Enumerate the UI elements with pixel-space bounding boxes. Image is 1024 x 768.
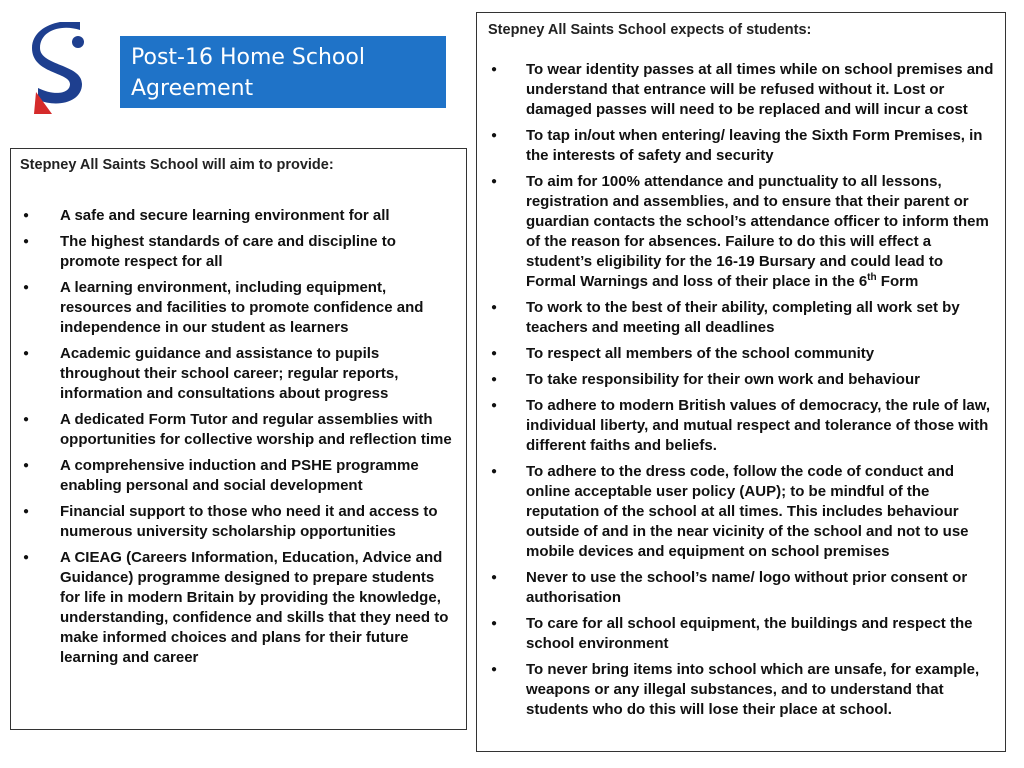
student-expectations-list (488, 60, 995, 720)
student-expectations-panel (476, 12, 1006, 752)
list-item: ● To aim for 100% attendance and punctuality to all lessons, registration and assemblies, and to ensure that their parent or guardian contacts the school’s attendance officer to inform them of the reason for absences. Failure to do this will effect a student’s eligibility for the 16-19 Bursary and could lead to Formal Warnings and loss of their place in the 6th Form (491, 173, 989, 290)
bullet-icon: ● (491, 302, 498, 313)
list-item: ● Financial support to those who need it and access to numerous university scholarship opportunities (23, 503, 438, 540)
bullet-icon: ● (23, 210, 30, 221)
list-item: ● A dedicated Form Tutor and regular assemblies with opportunities for collective worship and reflection time (23, 411, 452, 448)
list-item: ● To wear identity passes at all times while on school premises and understand that entrance will be refused without it. Lost or damaged passes will need to be replaced and will incur a cost (491, 61, 994, 118)
bullet-icon: ● (491, 618, 498, 629)
bullet-icon: ● (23, 348, 30, 359)
list-item: ● A safe and secure learning environment for all (23, 207, 390, 224)
logo-s-shape (32, 22, 82, 103)
bullet-icon: ● (491, 400, 498, 411)
list-item: ● To adhere to modern British values of democracy, the rule of law, individual liberty, and mutual respect and tolerance of those with different faiths and beliefs. (491, 397, 990, 454)
bullet-icon: ● (23, 282, 30, 293)
list-item: ● A comprehensive induction and PSHE programme enabling personal and social development (23, 457, 419, 494)
bullet-icon: ● (491, 664, 498, 675)
bullet-icon: ● (491, 176, 498, 187)
bullet-icon: ● (23, 506, 30, 517)
list-item: ● To adhere to the dress code, follow the code of conduct and online acceptable user policy (AUP); to be mindful of the reputation of the school at all times. This includes behaviour outside of and in the near vicinity of the school and not to use mobile devices and equipment on school premises (491, 463, 969, 560)
student-expectations-heading: Stepney All Saints School expects of students: (488, 22, 812, 38)
page-title-line-2: Agreement (131, 76, 254, 101)
list-item: ● To tap in/out when entering/ leaving the Sixth Form Premises, in the interests of safety and security (491, 127, 983, 164)
bullet-icon: ● (491, 374, 498, 385)
bullet-icon: ● (23, 236, 30, 247)
bullet-icon: ● (23, 414, 30, 425)
list-item: ● Academic guidance and assistance to pupils throughout their school career; regular reports, information and consultations about progress (23, 345, 399, 402)
list-item: ● A CIEAG (Careers Information, Education, Advice and Guidance) programme designed to prepare students for life in modern Britain by providing the knowledge, understanding, confidence and skills that they need to make informed choices and plans for their future learning and career (23, 549, 449, 666)
school-provides-heading: Stepney All Saints School will aim to provide: (20, 157, 334, 173)
bullet-icon: ● (491, 130, 498, 141)
logo-dot (72, 36, 84, 48)
bullet-icon: ● (23, 460, 30, 471)
page-title-line-1: Post-16 Home School (131, 45, 365, 70)
list-item: ● To care for all school equipment, the buildings and respect the school environment (491, 615, 973, 652)
bullet-icon: ● (491, 348, 498, 359)
school-provides-list (20, 206, 456, 668)
list-item: ● To never bring items into school which are unsafe, for example, weapons or any illegal substances, and to understand that students who do this will lose their place at school. (491, 661, 980, 718)
school-logo-icon (32, 22, 94, 114)
list-item: ● To respect all members of the school community (491, 345, 875, 362)
list-item: ● Never to use the school’s name/ logo without prior consent or authorisation (491, 569, 968, 606)
school-provides-panel (10, 148, 467, 730)
list-item: ● To work to the best of their ability, completing all work set by teachers and meeting all deadlines (491, 299, 960, 336)
bullet-icon: ● (491, 466, 498, 477)
bullet-icon: ● (23, 552, 30, 563)
bullet-icon: ● (491, 64, 498, 75)
list-item: ● A learning environment, including equipment, resources and facilities to promote confidence and independence in our student as learners (23, 279, 424, 336)
bullet-icon: ● (491, 572, 498, 583)
list-item: ● The highest standards of care and discipline to promote respect for all (23, 233, 396, 270)
list-item: ● To take responsibility for their own work and behaviour (491, 371, 920, 388)
page-title (120, 36, 446, 108)
